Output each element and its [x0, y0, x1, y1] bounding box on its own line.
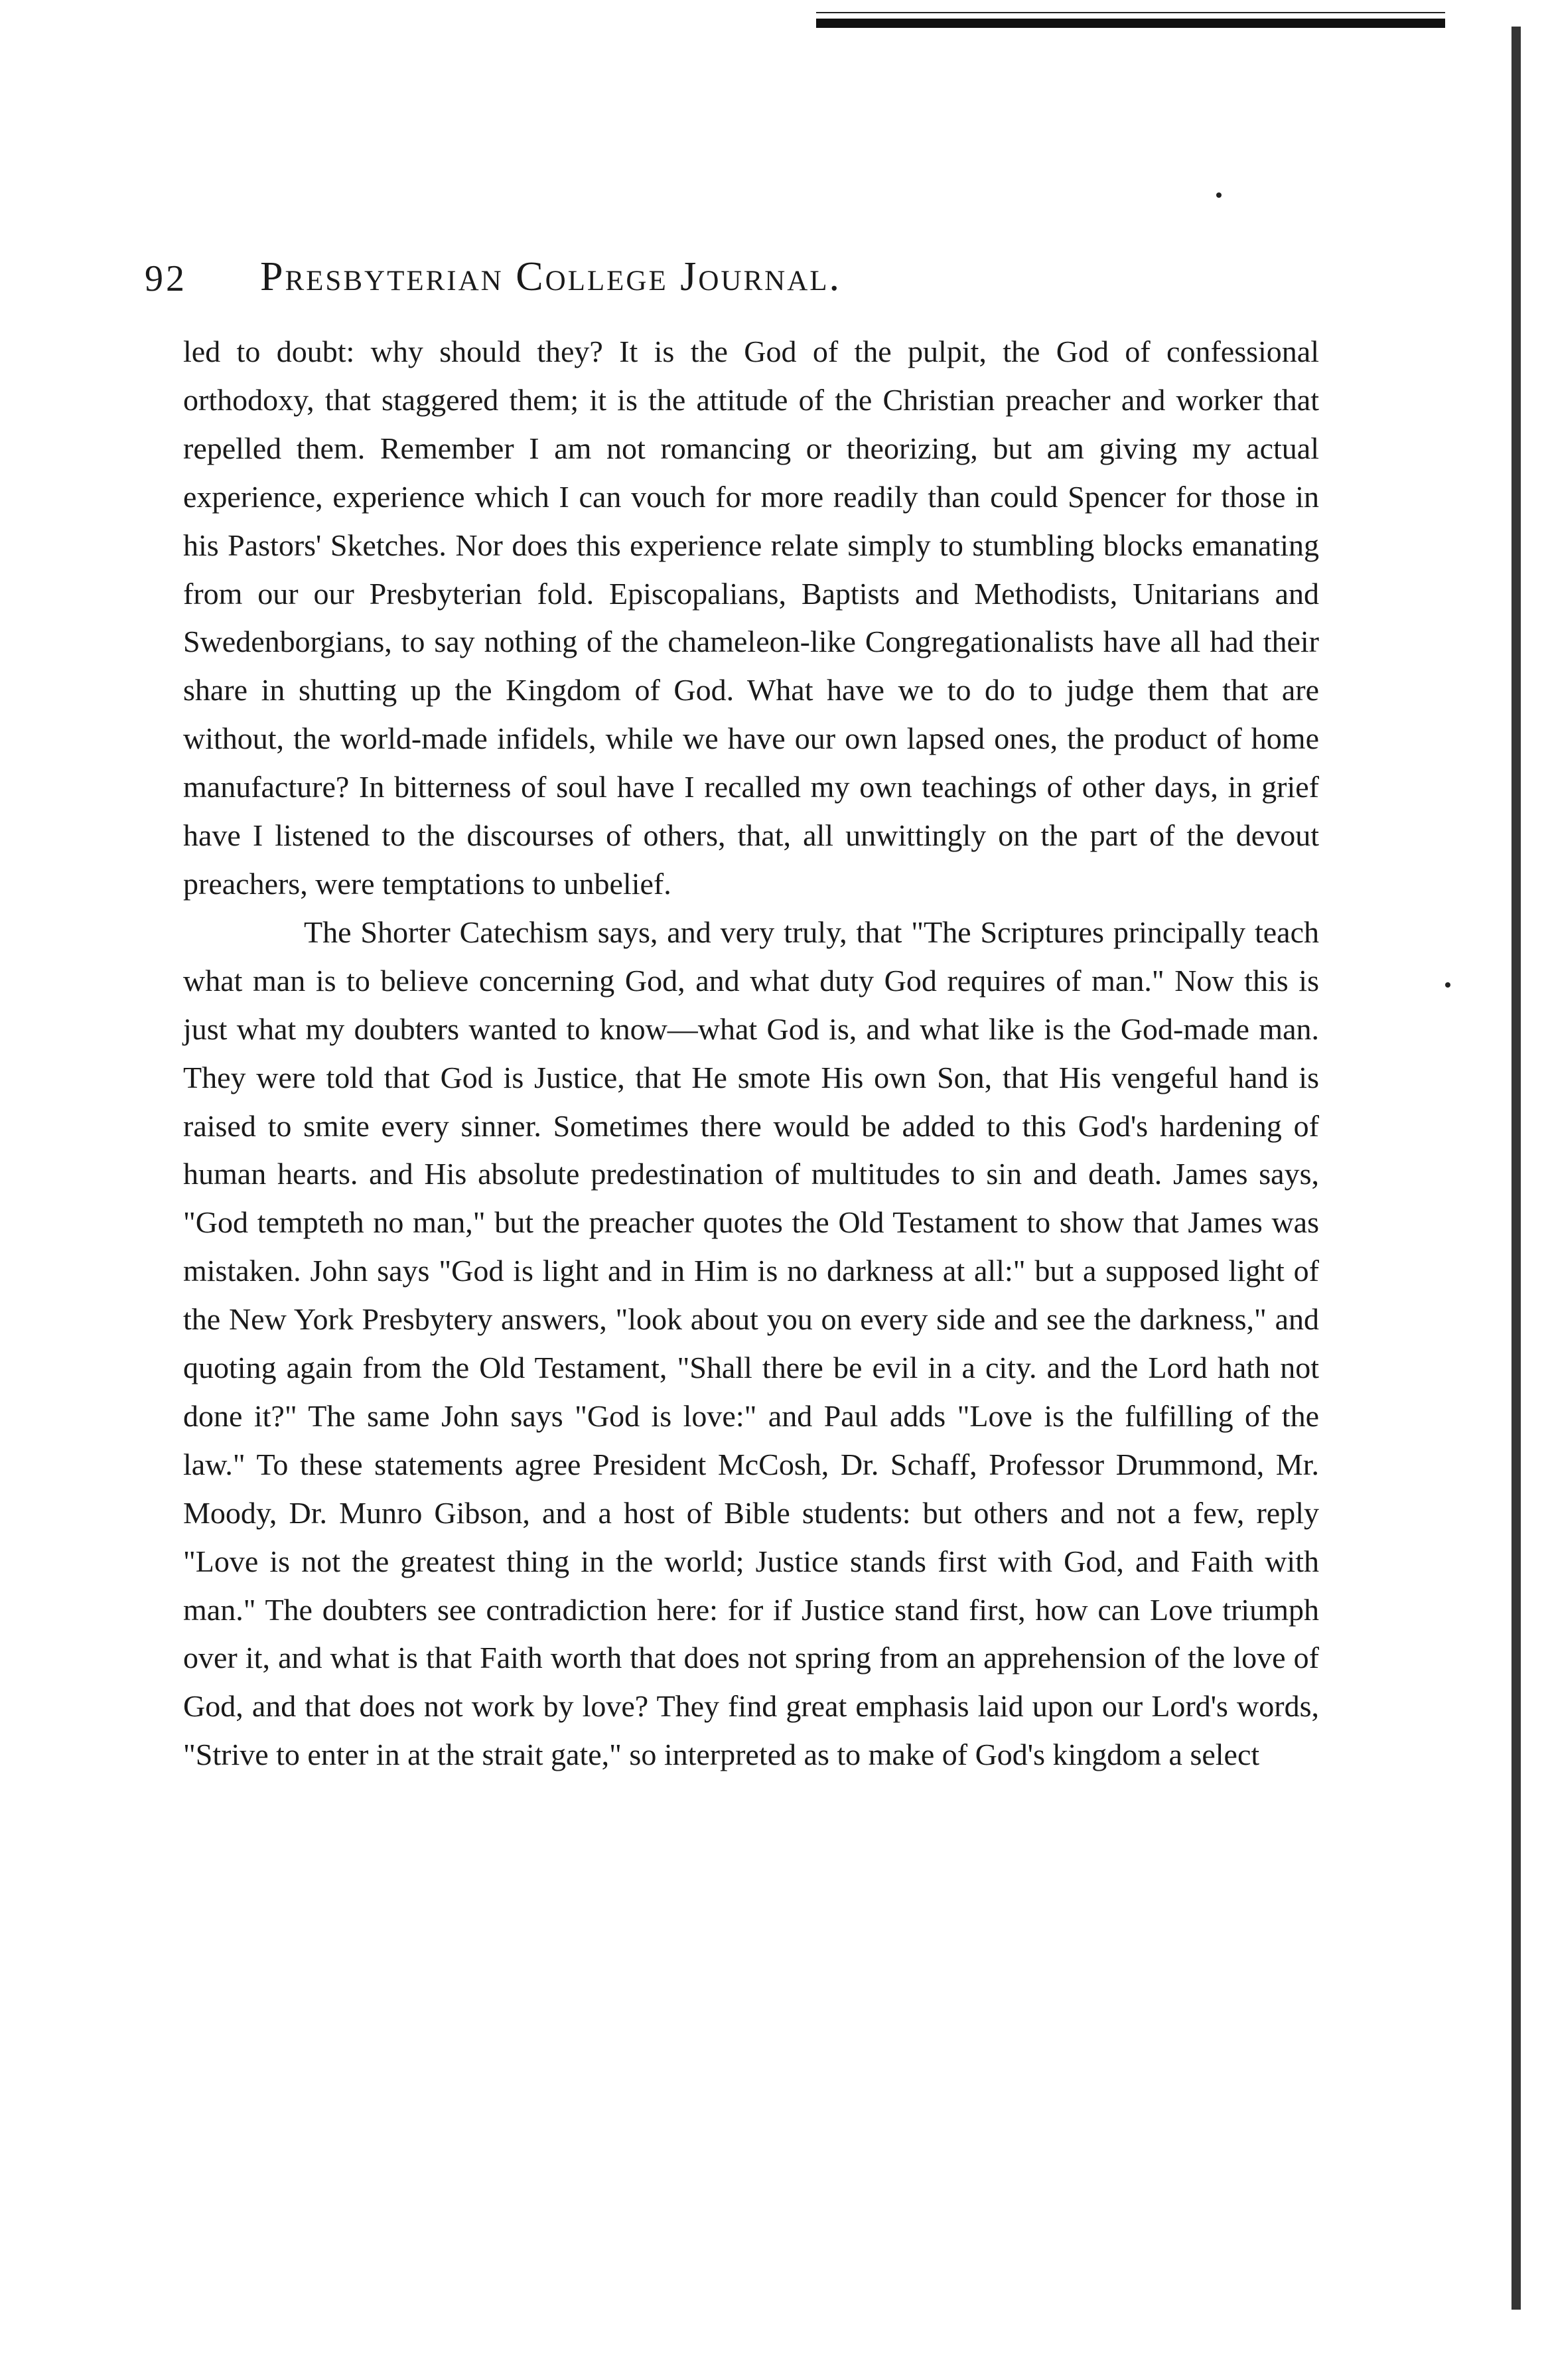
- body-text: [183, 328, 1319, 1779]
- paragraph: led to doubt: why should they? It is the God of the pulpit, the God of confessional orthodoxy, that staggered them; it is the attitude of the Christian preacher and worker that repelled them. Remember I am not romancing or theorizing, but am giving my actual experience, experience which I can vouch for more readily than could Spencer for those in his Pastors' Sketches. Nor does this experience relate simply to stumbling blocks emanating from our our Presbyterian fold. Episcopalians, Baptists and Methodists, Unitarians and Swedenborgians, to say nothing of the chameleon-like Congregationalists have all had their share in shutting up the Kingdom of God. What have we to do to judge them that are without, the world-made infidels, while we have our own lapsed ones, the product of home manufacture? In bitterness of soul have I recalled my own teachings of other days, in grief have I listened to the discourses of others, that, all unwittingly on the part of the devout preachers, were temptations to unbelief.: [183, 335, 1319, 901]
- scan-edge-top: [816, 12, 1445, 28]
- scan-speck: [1216, 192, 1222, 198]
- page-header: [145, 254, 1312, 307]
- scan-edge-right: [1511, 27, 1521, 2310]
- page-number: 92: [145, 258, 187, 299]
- running-head: Presbyterian College Journal.: [260, 254, 842, 299]
- paragraph: The Shorter Catechism says, and very truly, that "The Scriptures principally teach what man is to believe concerning God, and what duty God requires of man." Now this is just what my doubters wanted to know—what God is, and what like is the God-made man. They were told that God is Justice, that He smote His own Son, that His vengeful hand is raised to smite every sinner. Sometimes there would be added to this God's hardening of human hearts. and His absolute predestination of multitudes to sin and death. James says, "God tempteth no man," but the preacher quotes the Old Testament to show that James was mistaken. John says "God is light and in Him is no darkness at all:" but a supposed light of the New York Presbytery answers, "look about you on every side and see the darkness," and quoting again from the Old Testament, "Shall there be evil in a city. and the Lord hath not done it?" The same John says "God is love:" and Paul adds "Love is the fulfilling of the law." To these statements agree President McCosh, Dr. Schaff, Professor Drummond, Mr. Moody, Dr. Munro Gibson, and a host of Bible students: but others and not a few, reply "Love is not the greatest thing in the world; Justice stands first with God, and Faith with man." The doubters see contradiction here: for if Justice stand first, how can Love triumph over it, and what is that Faith worth that does not spring from an apprehension of the love of God, and that does not work by love? They find great emphasis laid upon our Lord's words, "Strive to enter in at the strait gate," so interpreted as to make of God's kingdom a select: [183, 915, 1319, 1772]
- scan-speck: [1445, 982, 1450, 988]
